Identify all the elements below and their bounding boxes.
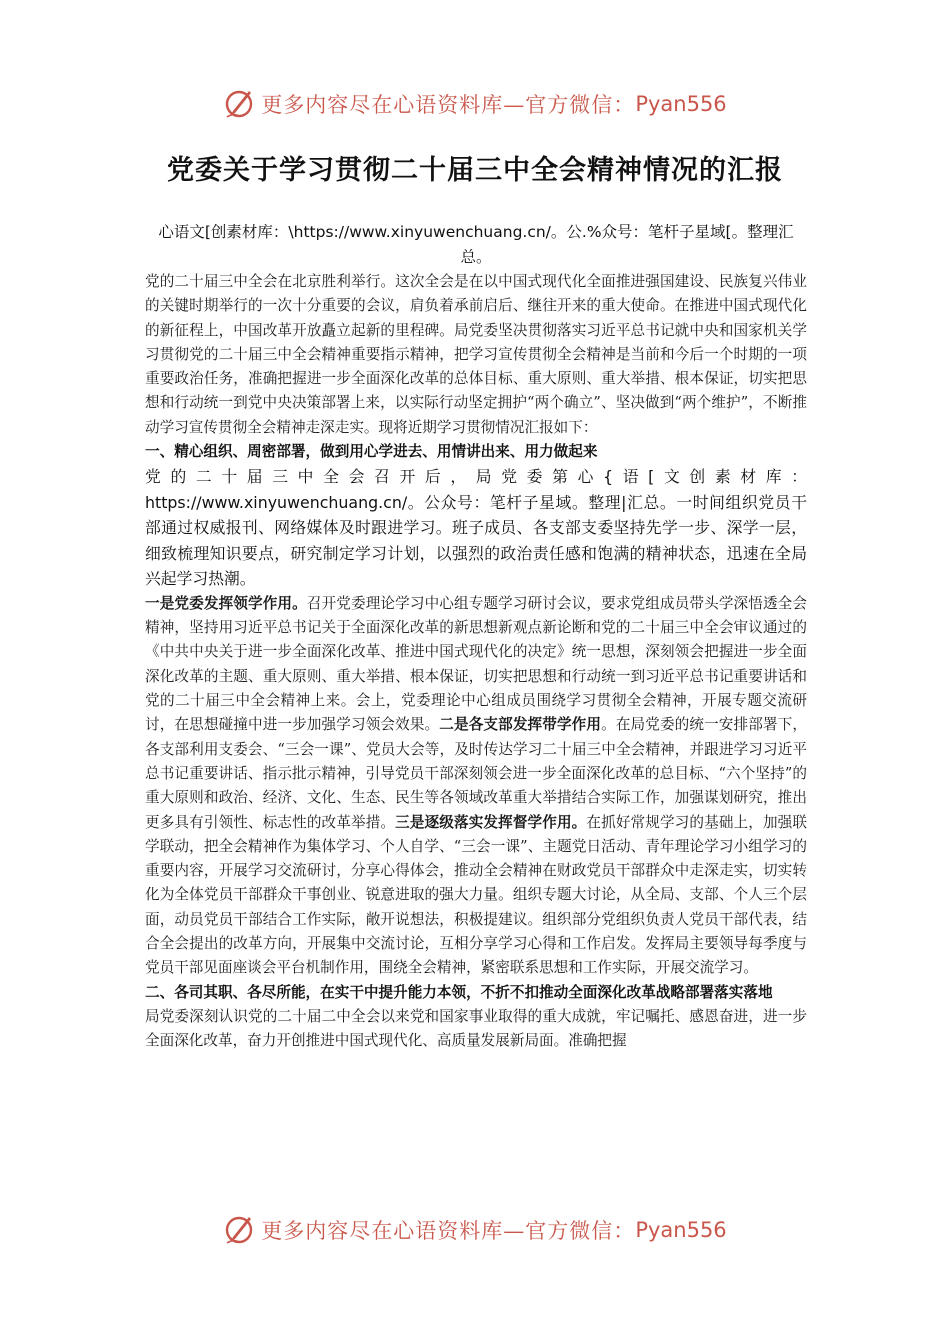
section-2-text: 局党委深刻认识党的二十届二中全会以来党和国家事业取得的重大成就，牢记嘱托、感恩奋进，进一步全面深化改革，奋力开创推进中国式现代化、高质量发展新局面。准确把握 — [145, 1007, 807, 1050]
pen-circle-icon — [223, 1213, 257, 1247]
pen-circle-icon — [223, 87, 257, 121]
section-1-heading: 一、精心组织、周密部署，做到用心学进去、用情讲出来、用力做起来 — [145, 443, 598, 461]
source-line: 心语文[创素材库：\https://www.xinyuwenchuang.cn/。公.%众号：笔杆子星域[。整理汇总。 — [158, 223, 794, 266]
wechat-handle: Pyan556 — [635, 92, 727, 116]
section-1-body — [145, 592, 807, 981]
document-title: 党委关于学习贯彻二十届三中全会精神情况的汇报 — [167, 155, 783, 186]
point-2-text: 。在局党委的统一安排部署下，各支部利用支委会、“三会一课”、党员大会等，及时传达学习二十届三中全会精神，并跟进学习习近平总书记重要讲话、指示批示精神，引导党员干部深刻领会进一步全面深化改革的总目标、“六个坚持”的重大原则和政治、经济、文化、生态、民生等各领域改革重大举措结合实际工作，加强谋划研究，推出更多具有引领性、标志性的改革举措。 — [145, 716, 807, 831]
point-3-text: 在抓好常规学习的基础上，加强联学联动，把全会精神作为集体学习、个人自学、“三会一课”、主题党日活动、青年理论学习小组学习的重要内容，开展学习交流研讨，分享心得体会，推动全会精神在财政党员干部群众中走深走实，切实转化为全体党员干部群众干事创业、锐意进取的强大力量。组织专题大讨论，从全局、支部、个人三个层面，动员党员干部结合工作实际，敞开说想法，积极提建议。组织部分党组织负责人党员干部代表，结合全会提出的改革方向，开展集中交流讨论，互相分享学习心得和工作启发。发挥局主要领导每季度与党员干部见面座谈会平台机制作用，围绕全会精神，紧密联系思想和工作实际，开展交流学习。 — [145, 813, 807, 977]
intro-paragraph: 党的二十届三中全会在北京胜利举行。这次全会是在以中国式现代化全面推进强国建设、民族复兴伟业的关键时期举行的一次十分重要的会议，肩负着承前启后、继往开来的重大使命。在推进中国式现代化的新征程上，中国改革开放矗立起新的里程碑。局党委坚决贯彻落实习近平总书记就中央和国家机关学习贯彻党的二十届三中全会精神重要指示精神，把学习宣传贯彻全会精神是当前和今后一个时期的一项重要政治任务，准确把握进一步全面深化改革的总体目标、重大原则、重大举措、根本保证，切实把思想和行动统一到党中央决策部署上来，以实际行动坚定拥护“两个确立”、坚决做到“两个维护”，不断推动学习宣传贯彻全会精神走深走实。现将近期学习贯彻情况汇报如下： — [145, 273, 807, 436]
banner-text: 更多内容尽在心语资料库—官方微信： — [261, 93, 636, 117]
point-1-text: 召开党委理论学习中心组专题学习研讨会议，要求党组成员带头学深悟透全会精神，坚持用习近平总书记关于全面深化改革的新思想新观点新论断和党的二十届三中全会审议通过的《中共中央关于进一步全面深化改革、推进中国式现代化的决定》统一思想，深刻领会把握进一步全面深化改革的主题、重大原则、重大举措、根本保证，切实把思想和行动统一到习近平总书记重要讲话和党的二十届三中全会精神上来。会上，党委理论中心组成员围绕学习贯彻全会精神，开展专题交流研讨，在思想碰撞中进一步加强学习领会效果。 — [145, 594, 807, 734]
section-2-heading: 二、各司其职、各尽所能，在实干中提升能力本领，不折不扣推动全面深化改革战略部署落实落地 — [145, 983, 773, 1001]
wechat-handle: Pyan556 — [635, 1218, 727, 1242]
point-1-label: 一是党委发挥领学作用。 — [145, 594, 307, 612]
header-banner[interactable] — [0, 82, 950, 126]
point-3-label: 三是逐级落实发挥督学作用。 — [395, 813, 587, 831]
document-body — [145, 220, 807, 1054]
section-1-lead: 党的二十届三中全会召开后，局党委第心{语[文创素材库：https://www.xinyuwenchuang.cn/。公众号：笔杆子星域。整理|汇总。一时间组织党员干部通过权威报刊、网络媒体及时跟进学习。班子成员、各支部支委坚持先学一步、深学一层，细致梳理知识要点，研究制定学习计划，以强烈的政治责任感和饱满的精神状态，迅速在全局兴起学习热潮。 — [145, 467, 807, 589]
footer-banner[interactable] — [0, 1208, 950, 1252]
banner-text: 更多内容尽在心语资料库—官方微信： — [261, 1219, 636, 1243]
point-2-label: 二是各支部发挥带学作用 — [439, 716, 602, 734]
